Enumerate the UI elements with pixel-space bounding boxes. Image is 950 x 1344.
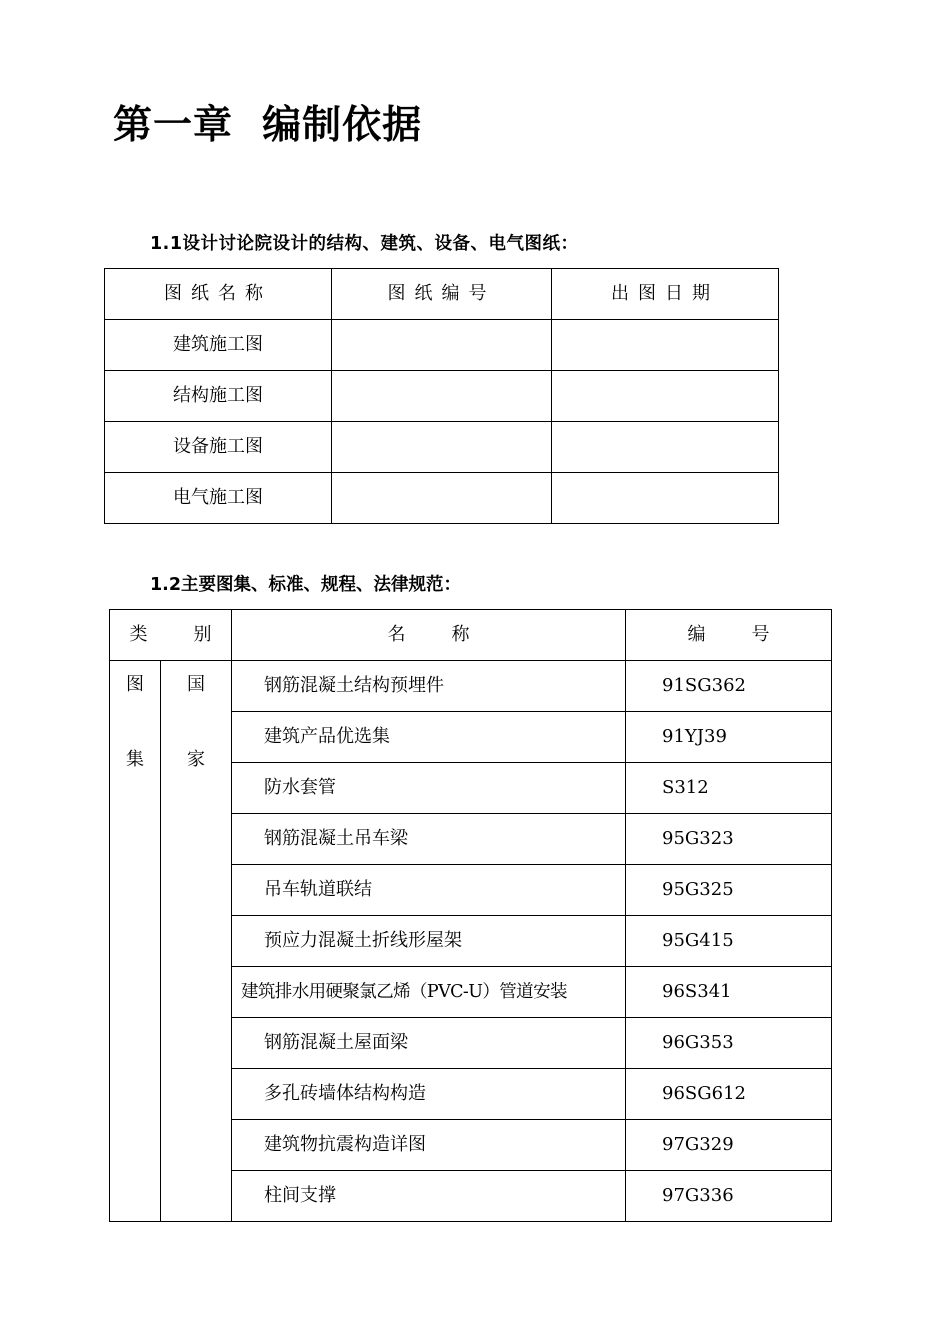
issue-date-cell xyxy=(552,422,779,473)
standards-table xyxy=(109,609,832,1222)
drawings-table xyxy=(104,268,779,524)
table-header-row xyxy=(105,269,779,320)
category-char: 集 xyxy=(126,749,144,770)
standard-code-cell: 97G336 xyxy=(626,1171,832,1222)
column-header-name-part: 名 xyxy=(387,624,406,645)
column-header-code-part: 号 xyxy=(751,624,770,645)
standard-code-cell: 96SG612 xyxy=(626,1069,832,1120)
standard-name-cell: 建筑物抗震构造详图 xyxy=(232,1120,626,1171)
column-header-drawing-name: 图纸名称 xyxy=(105,269,332,320)
standard-name-cell: 吊车轨道联结 xyxy=(232,865,626,916)
column-header-category-part: 别 xyxy=(193,624,212,645)
standard-name-cell: 建筑产品优选集 xyxy=(232,712,626,763)
standard-name-cell: 建筑排水用硬聚氯乙烯（PVC-U）管道安装 xyxy=(232,967,626,1018)
drawing-number-cell xyxy=(332,320,552,371)
standard-code-cell: 95G325 xyxy=(626,865,832,916)
column-header-category-part: 类 xyxy=(129,624,148,645)
section-heading-standards: 1.2主要图集、标准、规程、法律规范： xyxy=(150,575,461,595)
drawing-name-cell: 结构施工图 xyxy=(105,371,332,422)
column-header-name xyxy=(232,610,626,661)
section-heading-drawings: 1.1设计讨论院设计的结构、建筑、设备、电气图纸： xyxy=(150,234,579,254)
category-char: 图 xyxy=(126,674,144,695)
table-row xyxy=(105,473,779,524)
standard-code-cell: 96S341 xyxy=(626,967,832,1018)
drawing-number-cell xyxy=(332,371,552,422)
standard-code-cell: 97G329 xyxy=(626,1120,832,1171)
chapter-title: 第一章 编制依据 xyxy=(113,103,423,148)
issue-date-cell xyxy=(552,473,779,524)
standard-name-cell: 钢筋混凝土屋面梁 xyxy=(232,1018,626,1069)
column-header-code-part: 编 xyxy=(687,624,706,645)
column-header-name-part: 称 xyxy=(451,624,470,645)
standard-code-cell: 96G353 xyxy=(626,1018,832,1069)
table-row xyxy=(105,371,779,422)
standard-name-cell: 钢筋混凝土结构预埋件 xyxy=(232,661,626,712)
drawing-number-cell xyxy=(332,473,552,524)
drawing-number-cell xyxy=(332,422,552,473)
column-header-category xyxy=(110,610,232,661)
table-row xyxy=(110,661,832,712)
table-row xyxy=(105,320,779,371)
category-char: 家 xyxy=(187,749,205,770)
standard-code-cell: 95G415 xyxy=(626,916,832,967)
standard-name-cell: 防水套管 xyxy=(232,763,626,814)
standard-code-cell: 91SG362 xyxy=(626,661,832,712)
column-header-issue-date: 出图日期 xyxy=(552,269,779,320)
standard-name-cell: 预应力混凝土折线形屋架 xyxy=(232,916,626,967)
column-header-drawing-number: 图纸编号 xyxy=(332,269,552,320)
drawing-name-cell: 设备施工图 xyxy=(105,422,332,473)
issue-date-cell xyxy=(552,320,779,371)
issue-date-cell xyxy=(552,371,779,422)
standard-name-cell: 柱间支撑 xyxy=(232,1171,626,1222)
drawing-name-cell: 建筑施工图 xyxy=(105,320,332,371)
standard-name-cell: 钢筋混凝土吊车梁 xyxy=(232,814,626,865)
category-atlas-cell xyxy=(110,661,161,1222)
standard-code-cell: 95G323 xyxy=(626,814,832,865)
table-header-row xyxy=(110,610,832,661)
standard-code-cell: 91YJ39 xyxy=(626,712,832,763)
category-char: 国 xyxy=(187,674,205,695)
column-header-code xyxy=(626,610,832,661)
category-national-cell xyxy=(161,661,232,1222)
standard-code-cell: S312 xyxy=(626,763,832,814)
drawing-name-cell: 电气施工图 xyxy=(105,473,332,524)
table-row xyxy=(105,422,779,473)
standard-name-cell: 多孔砖墙体结构构造 xyxy=(232,1069,626,1120)
